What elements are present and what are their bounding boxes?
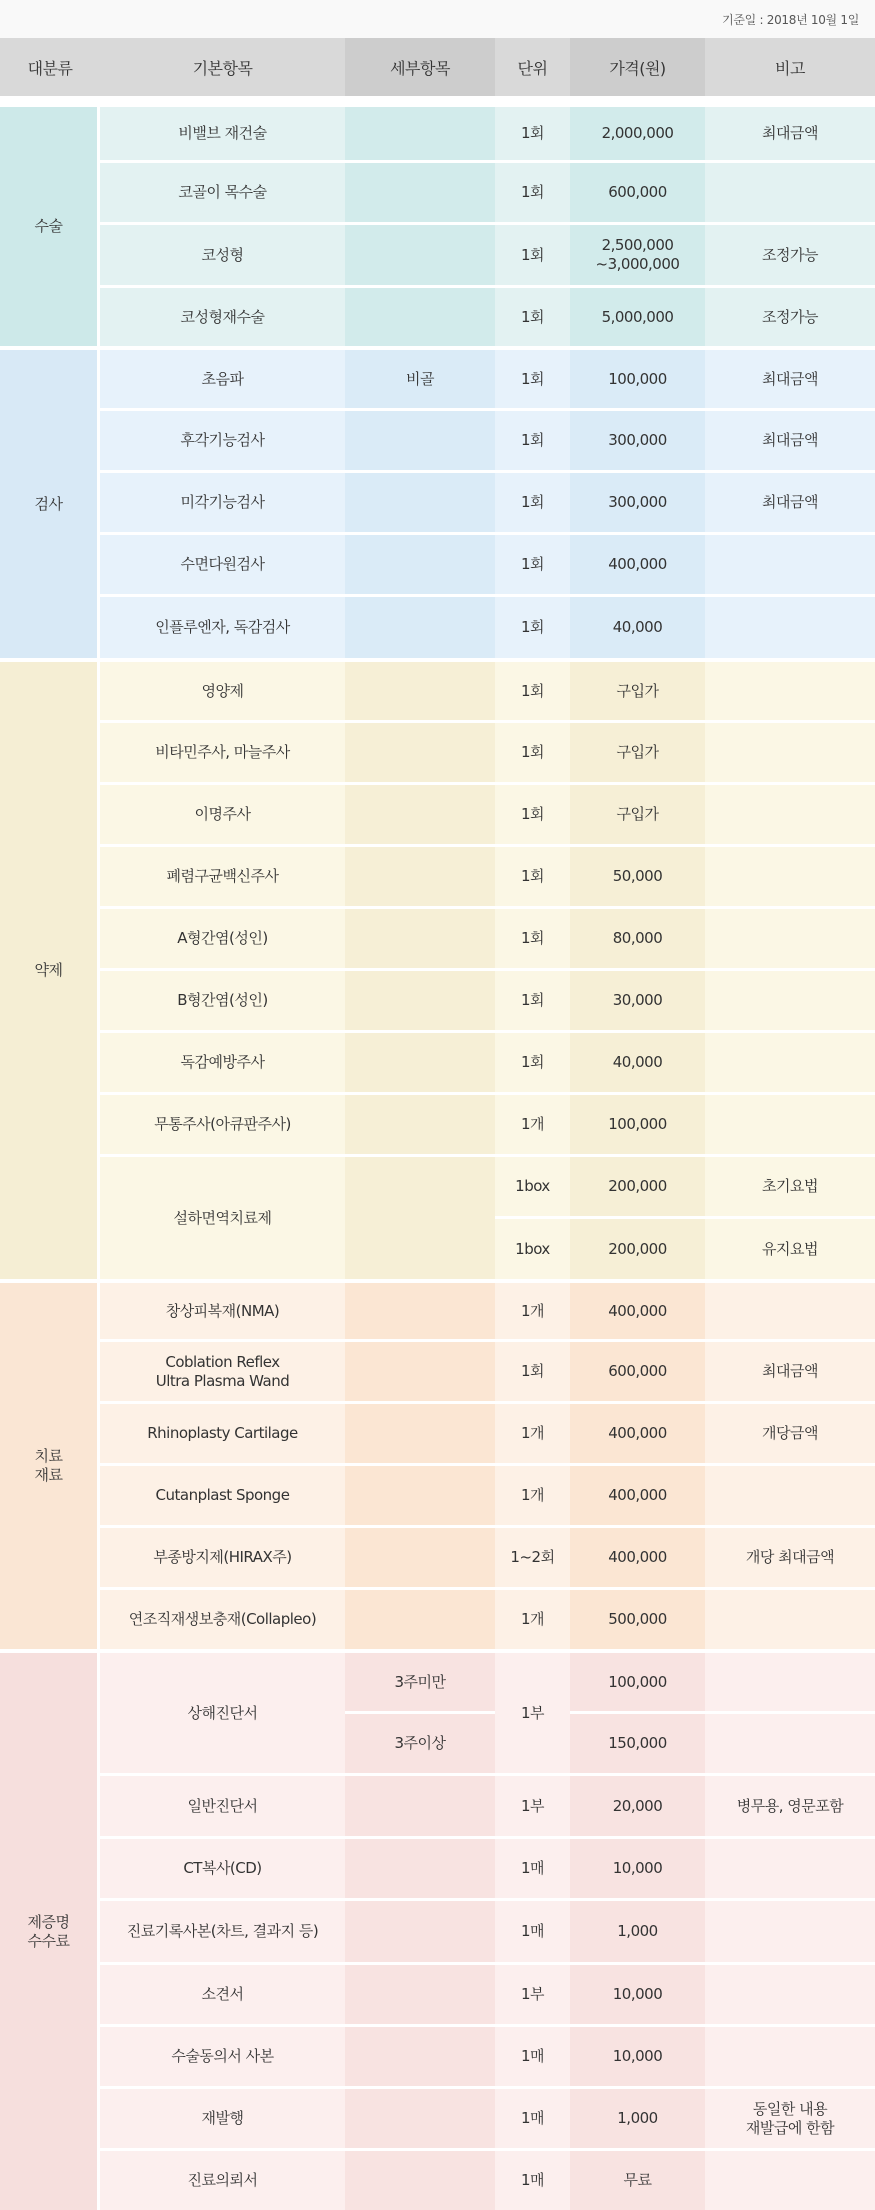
item-cell: 비타민주사, 마늘주사 — [100, 720, 345, 782]
table-row — [0, 1962, 875, 2024]
note-cell — [705, 1279, 875, 1339]
table-row — [0, 1525, 875, 1587]
detail-cell — [345, 906, 495, 968]
note-cell — [705, 720, 875, 782]
price-cell: 무료 — [570, 2148, 705, 2210]
item-cell: 영양제 — [100, 658, 345, 720]
unit-cell: 1회 — [495, 532, 570, 594]
table-row — [0, 160, 875, 222]
price-cell: 100,000 — [570, 1092, 705, 1154]
note-cell: 최대금액 — [705, 1339, 875, 1401]
item-cell: 비밸브 재건술 — [100, 103, 345, 160]
price-cell: 30,000 — [570, 968, 705, 1030]
table-row — [0, 1279, 875, 1339]
unit-cell: 1매 — [495, 1836, 570, 1898]
unit-cell: 1회 — [495, 470, 570, 532]
table-row — [0, 532, 875, 594]
table-row — [0, 1154, 875, 1216]
table-row — [0, 1463, 875, 1525]
note-cell — [705, 968, 875, 1030]
detail-cell — [345, 160, 495, 222]
top-bar — [0, 0, 875, 38]
price-cell: 50,000 — [570, 844, 705, 906]
unit-cell: 1회 — [495, 968, 570, 1030]
item-cell: Cutanplast Sponge — [100, 1463, 345, 1525]
unit-cell: 1매 — [495, 2148, 570, 2210]
header-unit: 단위 — [495, 38, 570, 96]
detail-cell — [345, 222, 495, 285]
header-detail: 세부항목 — [345, 38, 495, 96]
table-row — [0, 1587, 875, 1649]
detail-cell — [345, 720, 495, 782]
unit-cell: 1개 — [495, 1401, 570, 1463]
category-cell: 치료 재료 — [0, 1279, 100, 1649]
item-cell: 수면다원검사 — [100, 532, 345, 594]
note-cell — [705, 594, 875, 658]
detail-cell — [345, 1898, 495, 1962]
category-cell: 제증명 수수료 — [0, 1649, 100, 2210]
price-cell: 1,000 — [570, 1898, 705, 1962]
note-cell — [705, 532, 875, 594]
item-cell: 코성형재수술 — [100, 285, 345, 346]
detail-cell — [345, 1962, 495, 2024]
price-cell: 100,000 — [570, 346, 705, 408]
note-cell — [705, 1836, 875, 1898]
detail-cell — [345, 1279, 495, 1339]
detail-cell: 3주이상 — [345, 1711, 495, 1773]
note-cell — [705, 844, 875, 906]
table-row — [0, 1836, 875, 1898]
table-row — [0, 346, 875, 408]
table-row — [0, 594, 875, 658]
detail-cell — [345, 968, 495, 1030]
price-cell: 150,000 — [570, 1711, 705, 1773]
detail-cell — [345, 532, 495, 594]
item-cell: 일반진단서 — [100, 1773, 345, 1836]
note-cell — [705, 2148, 875, 2210]
unit-cell: 1부 — [495, 1773, 570, 1836]
unit-cell: 1개 — [495, 1463, 570, 1525]
table-row — [0, 285, 875, 346]
price-cell: 2,000,000 — [570, 103, 705, 160]
item-cell: 설하면역치료제 — [100, 1154, 345, 1279]
detail-cell — [345, 2086, 495, 2148]
note-cell — [705, 1587, 875, 1649]
note-cell: 조정가능 — [705, 285, 875, 346]
table-row — [0, 782, 875, 844]
table-row — [0, 1092, 875, 1154]
unit-cell: 1회 — [495, 844, 570, 906]
note-cell — [705, 1030, 875, 1092]
detail-cell: 비골 — [345, 346, 495, 408]
item-cell: 재발행 — [100, 2086, 345, 2148]
table-row — [0, 1649, 875, 1711]
unit-cell: 1매 — [495, 2086, 570, 2148]
item-cell: B형간염(성인) — [100, 968, 345, 1030]
item-cell: 부종방지제(HIRAX주) — [100, 1525, 345, 1587]
table-row — [0, 470, 875, 532]
price-cell: 구입가 — [570, 720, 705, 782]
unit-cell: 1회 — [495, 658, 570, 720]
item-cell: Rhinoplasty Cartilage — [100, 1401, 345, 1463]
detail-cell — [345, 1401, 495, 1463]
note-cell — [705, 160, 875, 222]
item-cell: 상해진단서 — [100, 1649, 345, 1773]
unit-cell: 1회 — [495, 1339, 570, 1401]
unit-cell: 1부 — [495, 1649, 570, 1773]
unit-cell: 1매 — [495, 2024, 570, 2086]
note-cell: 최대금액 — [705, 470, 875, 532]
header-note: 비고 — [705, 38, 875, 96]
item-cell: 무통주사(아큐판주사) — [100, 1092, 345, 1154]
detail-cell — [345, 1030, 495, 1092]
item-cell: A형간염(성인) — [100, 906, 345, 968]
item-cell: 초음파 — [100, 346, 345, 408]
price-cell: 400,000 — [570, 1463, 705, 1525]
detail-cell — [345, 658, 495, 720]
price-cell: 600,000 — [570, 1339, 705, 1401]
item-cell: 인플루엔자, 독감검사 — [100, 594, 345, 658]
detail-cell — [345, 1339, 495, 1401]
table-row — [0, 1898, 875, 1962]
unit-cell: 1회 — [495, 906, 570, 968]
note-cell: 최대금액 — [705, 346, 875, 408]
detail-cell — [345, 2148, 495, 2210]
note-cell: 최대금액 — [705, 408, 875, 470]
item-cell: 코골이 목수술 — [100, 160, 345, 222]
detail-cell — [345, 782, 495, 844]
item-cell: 미각기능검사 — [100, 470, 345, 532]
price-cell: 80,000 — [570, 906, 705, 968]
unit-cell: 1~2회 — [495, 1525, 570, 1587]
header-spacer — [0, 96, 875, 103]
price-cell: 100,000 — [570, 1649, 705, 1711]
price-cell: 1,000 — [570, 2086, 705, 2148]
price-cell: 400,000 — [570, 1279, 705, 1339]
item-cell: Coblation Reflex Ultra Plasma Wand — [100, 1339, 345, 1401]
price-cell: 구입가 — [570, 782, 705, 844]
note-cell — [705, 2024, 875, 2086]
price-cell: 구입가 — [570, 658, 705, 720]
header-category: 대분류 — [0, 38, 100, 96]
price-cell: 10,000 — [570, 1836, 705, 1898]
table-row — [0, 658, 875, 720]
price-cell: 40,000 — [570, 1030, 705, 1092]
item-cell: 코성형 — [100, 222, 345, 285]
note-cell: 유지요법 — [705, 1216, 875, 1279]
table-row — [0, 1773, 875, 1836]
note-cell: 최대금액 — [705, 103, 875, 160]
unit-cell: 1회 — [495, 1030, 570, 1092]
unit-cell: 1회 — [495, 408, 570, 470]
item-cell: CT복사(CD) — [100, 1836, 345, 1898]
price-cell: 5,000,000 — [570, 285, 705, 346]
table-row — [0, 968, 875, 1030]
base-date: 기준일 : 2018년 10월 1일 — [722, 13, 859, 27]
detail-cell — [345, 103, 495, 160]
unit-cell: 1매 — [495, 1898, 570, 1962]
note-cell: 개당 최대금액 — [705, 1525, 875, 1587]
item-cell: 폐렴구균백신주사 — [100, 844, 345, 906]
detail-cell — [345, 1587, 495, 1649]
detail-cell — [345, 1773, 495, 1836]
table-row — [0, 408, 875, 470]
price-cell: 600,000 — [570, 160, 705, 222]
header-price: 가격(원) — [570, 38, 705, 96]
detail-cell — [345, 1463, 495, 1525]
item-cell: 이명주사 — [100, 782, 345, 844]
note-cell — [705, 1898, 875, 1962]
item-cell: 후각기능검사 — [100, 408, 345, 470]
item-cell: 소견서 — [100, 1962, 345, 2024]
detail-cell — [345, 1836, 495, 1898]
item-cell: 수술동의서 사본 — [100, 2024, 345, 2086]
detail-cell — [345, 2024, 495, 2086]
unit-cell: 1box — [495, 1216, 570, 1279]
price-cell: 400,000 — [570, 1401, 705, 1463]
price-cell: 300,000 — [570, 408, 705, 470]
price-cell: 40,000 — [570, 594, 705, 658]
table-row — [0, 1339, 875, 1401]
table-body — [0, 103, 875, 2210]
item-cell: 창상피복재(NMA) — [100, 1279, 345, 1339]
category-cell: 검사 — [0, 346, 100, 658]
header-item: 기본항목 — [100, 38, 345, 96]
note-cell: 조정가능 — [705, 222, 875, 285]
unit-cell: 1회 — [495, 782, 570, 844]
table-row — [0, 2148, 875, 2210]
category-cell: 수술 — [0, 103, 100, 346]
note-cell — [705, 1092, 875, 1154]
detail-cell: 3주미만 — [345, 1649, 495, 1711]
note-cell: 초기요법 — [705, 1154, 875, 1216]
item-cell: 진료의뢰서 — [100, 2148, 345, 2210]
item-cell: 독감예방주사 — [100, 1030, 345, 1092]
note-cell: 동일한 내용 재발급에 한함 — [705, 2086, 875, 2148]
price-table — [0, 38, 875, 2210]
detail-cell — [345, 1154, 495, 1279]
unit-cell: 1회 — [495, 346, 570, 408]
unit-cell: 1부 — [495, 1962, 570, 2024]
unit-cell: 1box — [495, 1154, 570, 1216]
price-cell: 20,000 — [570, 1773, 705, 1836]
note-cell — [705, 906, 875, 968]
unit-cell: 1개 — [495, 1587, 570, 1649]
table-row — [0, 103, 875, 160]
note-cell: 병무용, 영문포함 — [705, 1773, 875, 1836]
table-row — [0, 222, 875, 285]
table-row — [0, 844, 875, 906]
price-cell: 200,000 — [570, 1154, 705, 1216]
price-cell: 2,500,000 ~3,000,000 — [570, 222, 705, 285]
unit-cell: 1회 — [495, 285, 570, 346]
price-cell: 500,000 — [570, 1587, 705, 1649]
detail-cell — [345, 844, 495, 906]
unit-cell: 1회 — [495, 222, 570, 285]
price-cell: 200,000 — [570, 1216, 705, 1279]
category-cell: 약제 — [0, 658, 100, 1279]
detail-cell — [345, 408, 495, 470]
unit-cell: 1회 — [495, 160, 570, 222]
item-cell: 연조직재생보충재(Collapleo) — [100, 1587, 345, 1649]
detail-cell — [345, 1525, 495, 1587]
table-row — [0, 720, 875, 782]
unit-cell: 1개 — [495, 1279, 570, 1339]
price-cell: 400,000 — [570, 532, 705, 594]
note-cell — [705, 1962, 875, 2024]
table-row — [0, 2024, 875, 2086]
note-cell — [705, 1463, 875, 1525]
price-cell: 10,000 — [570, 1962, 705, 2024]
detail-cell — [345, 594, 495, 658]
note-cell — [705, 658, 875, 720]
unit-cell: 1회 — [495, 594, 570, 658]
table-row — [0, 906, 875, 968]
header-row — [0, 38, 875, 96]
unit-cell: 1회 — [495, 720, 570, 782]
note-cell — [705, 1649, 875, 1711]
price-cell: 10,000 — [570, 2024, 705, 2086]
detail-cell — [345, 285, 495, 346]
note-cell — [705, 1711, 875, 1773]
price-cell: 400,000 — [570, 1525, 705, 1587]
table-row — [0, 1030, 875, 1092]
note-cell: 개당금액 — [705, 1401, 875, 1463]
price-cell: 300,000 — [570, 470, 705, 532]
unit-cell: 1회 — [495, 103, 570, 160]
note-cell — [705, 782, 875, 844]
detail-cell — [345, 470, 495, 532]
detail-cell — [345, 1092, 495, 1154]
table-row — [0, 2086, 875, 2148]
item-cell: 진료기록사본(차트, 결과지 등) — [100, 1898, 345, 1962]
unit-cell: 1개 — [495, 1092, 570, 1154]
table-row — [0, 1401, 875, 1463]
